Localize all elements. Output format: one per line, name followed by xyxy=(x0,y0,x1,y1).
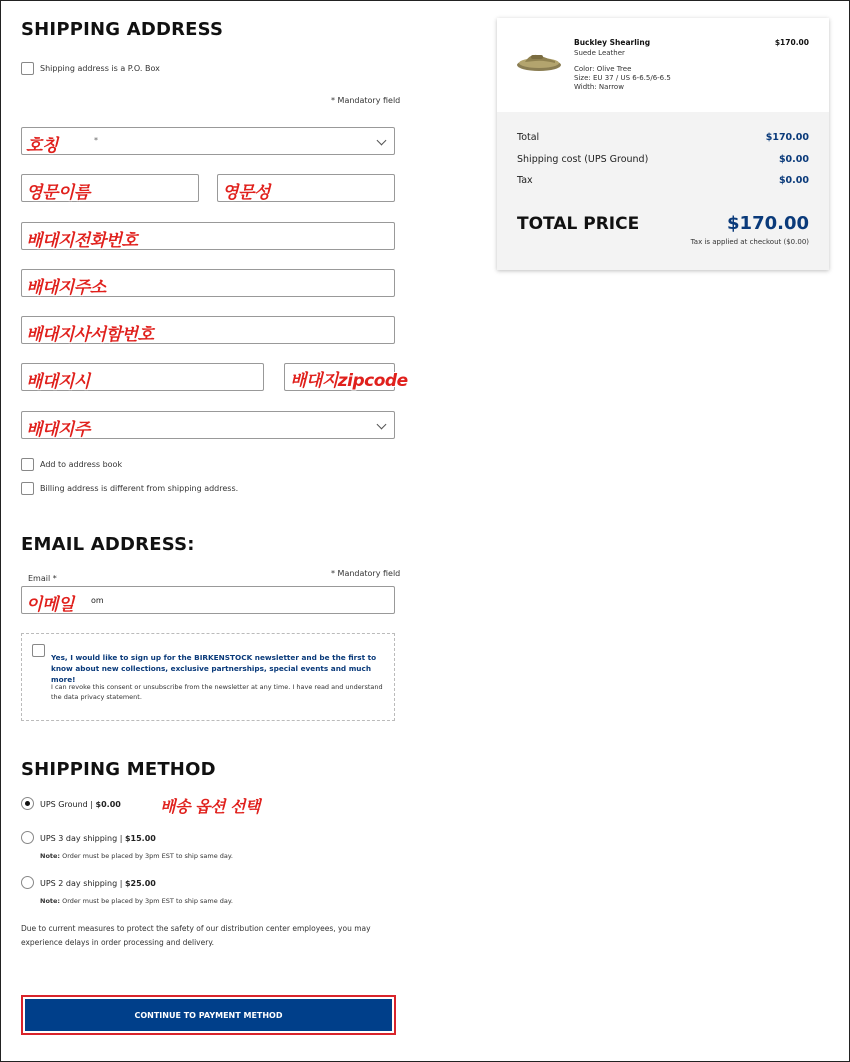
chevron-down-icon xyxy=(377,136,387,146)
ups-3day-note: Note: Order must be placed by 3pm EST to ship same day. xyxy=(40,852,233,860)
delay-notice: Due to current measures to protect the safety of our distribution center employees, you may experience delays in order processing and delivery. xyxy=(21,924,371,947)
product-material: Suede Leather xyxy=(574,49,625,57)
grand-total-row: TOTAL PRICE $170.00 xyxy=(517,213,809,234)
city-field[interactable] xyxy=(21,363,264,391)
zip-annotation: 배대지zipcode xyxy=(290,371,408,391)
email-field[interactable] xyxy=(21,586,395,614)
product-name: Buckley Shearling xyxy=(574,38,651,47)
total-row: Total $170.00 xyxy=(517,132,809,143)
shipping-option-annotation: 배송 옵션 선택 xyxy=(160,797,260,816)
city-annotation: 배대지시 xyxy=(26,372,90,392)
email-annotation: 이메일 xyxy=(26,595,74,615)
suite-annotation: 배대지사서함번호 xyxy=(26,325,154,345)
billing-different-checkbox[interactable] xyxy=(21,482,34,495)
product-size: Size: EU 37 / US 6-6.5/6-6.5 xyxy=(574,74,671,82)
po-box-checkbox[interactable] xyxy=(21,62,34,75)
order-summary xyxy=(497,18,829,270)
shipping-cost-row: Shipping cost (UPS Ground) $0.00 xyxy=(517,154,809,165)
product-color: Color: Olive Tree xyxy=(574,65,632,73)
salutation-select[interactable] xyxy=(21,127,395,155)
salutation-asterisk: * xyxy=(94,136,98,145)
product-image xyxy=(515,46,563,74)
ups-ground-radio[interactable] xyxy=(21,797,34,810)
product-width: Width: Narrow xyxy=(574,83,624,91)
newsletter-box xyxy=(21,633,395,721)
shipping-method-title: SHIPPING METHOD xyxy=(21,759,216,780)
product-price: $170.00 xyxy=(774,38,809,47)
newsletter-consent-text: Yes, I would like to sign up for the BIRKENSTOCK newsletter and be the first to know about new collections, exclusive partnerships, special events and much more! xyxy=(51,653,377,684)
email-label: Email * xyxy=(28,574,57,583)
suite-field[interactable] xyxy=(21,316,395,344)
state-annotation: 배대지주 xyxy=(26,420,90,440)
phone-field[interactable] xyxy=(21,222,395,250)
tax-note: Tax is applied at checkout ($0.00) xyxy=(690,238,809,246)
first-name-annotation: 영문이름 xyxy=(26,183,90,203)
newsletter-revoke-text: I can revoke this consent or unsubscribe from the newsletter at any time. I have read and understand the data privacy statement. xyxy=(51,683,383,701)
ups-ground-label: UPS Ground | $0.00 xyxy=(40,800,121,809)
po-box-label: Shipping address is a P.O. Box xyxy=(40,64,160,73)
first-name-field[interactable] xyxy=(21,174,199,202)
shipping-address-title: SHIPPING ADDRESS xyxy=(21,19,224,40)
newsletter-checkbox[interactable] xyxy=(32,644,45,657)
ups-2day-note: Note: Order must be placed by 3pm EST to ship same day. xyxy=(40,897,233,905)
address-field[interactable] xyxy=(21,269,395,297)
last-name-field[interactable] xyxy=(217,174,395,202)
ups-3day-label: UPS 3 day shipping | $15.00 xyxy=(40,834,156,843)
add-address-book-label: Add to address book xyxy=(40,460,123,469)
phone-annotation: 배대지전화번호 xyxy=(26,231,138,251)
salutation-annotation: 호칭 xyxy=(26,136,58,156)
billing-different-label: Billing address is different from shipping address. xyxy=(40,484,239,493)
add-address-book-checkbox[interactable] xyxy=(21,458,34,471)
email-address-title: EMAIL ADDRESS: xyxy=(21,534,195,555)
ups-3day-radio[interactable] xyxy=(21,831,34,844)
chevron-down-icon xyxy=(377,420,387,430)
mandatory-note: * Mandatory field xyxy=(331,96,401,105)
state-select[interactable] xyxy=(21,411,395,439)
tax-row: Tax $0.00 xyxy=(517,175,809,186)
ups-2day-label: UPS 2 day shipping | $25.00 xyxy=(40,879,156,888)
email-mandatory-note: * Mandatory field xyxy=(331,569,401,578)
ups-2day-radio[interactable] xyxy=(21,876,34,889)
email-value-tail: om xyxy=(91,596,104,605)
continue-to-payment-button[interactable]: CONTINUE TO PAYMENT METHOD xyxy=(25,999,392,1031)
address-annotation: 배대지주소 xyxy=(26,278,106,298)
continue-button-highlight xyxy=(21,995,396,1035)
last-name-annotation: 영문성 xyxy=(222,183,270,203)
summary-totals xyxy=(497,112,829,270)
